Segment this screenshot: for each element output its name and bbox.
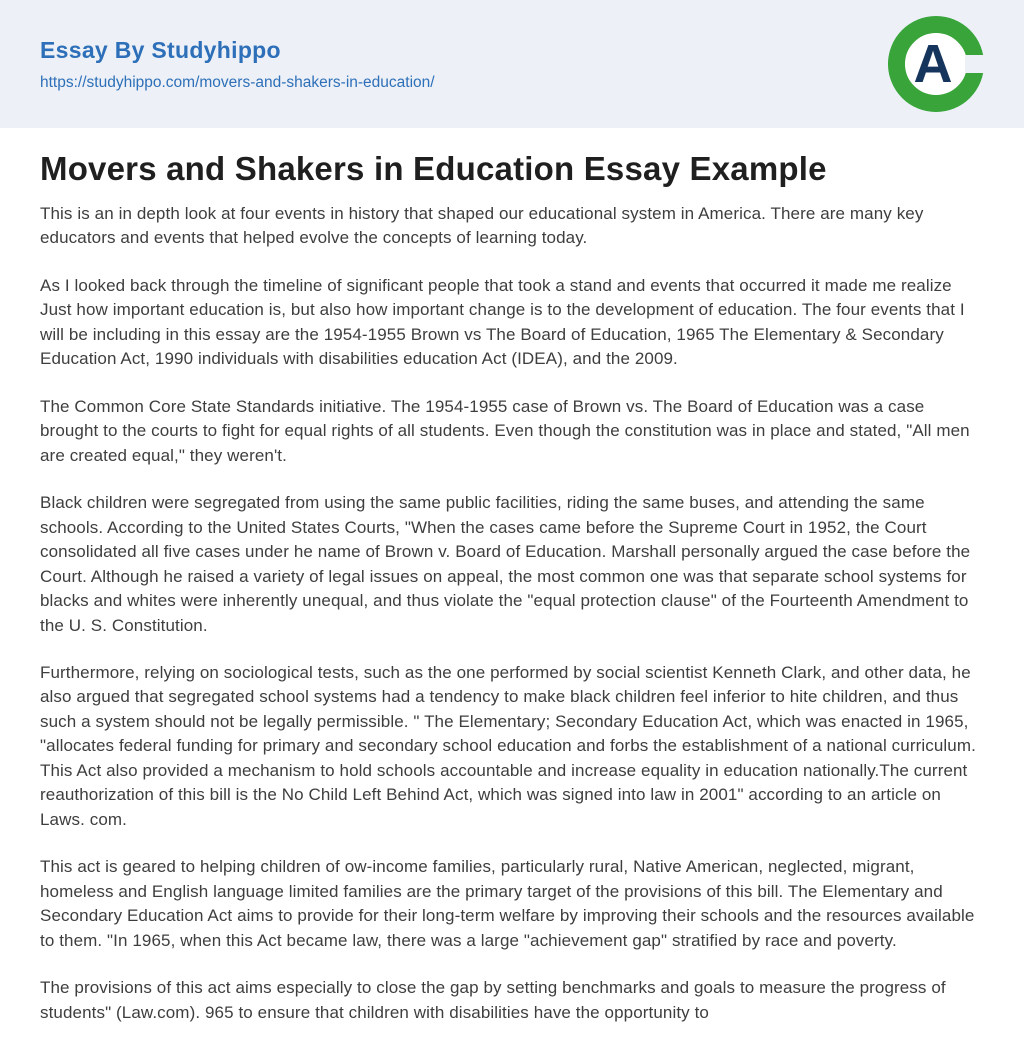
studyhippo-logo-icon[interactable] [888, 16, 984, 112]
essay-content [0, 128, 1024, 1055]
essay-title: Movers and Shakers in Education Essay Example [40, 150, 827, 187]
essay-paragraph: Furthermore, relying on sociological tests, such as the one performed by social scientist Kenneth Clark, and other data, he also argued that segregated school systems had a tendency to make black children feel inferior to hite children, and thus such a system should not be legally permissible. " The Elementary; Secondary Education Act, which was enacted in 1965, "allocates federal funding for primary and secondary school education and forbs the establishment of a national curriculum. This Act also provided a mechanism to hold schools accountable and increase equality in education nationally.The current reauthorization of this bill is the No Child Left Behind Act, which was signed into law in 2001" according to an article on Laws. com. [40, 662, 976, 829]
byline: Essay By Studyhippo [40, 36, 281, 63]
essay-paragraph: The provisions of this act aims especially to close the gap by setting benchmarks and goals to measure the progress of students" (Law.com). 965 to ensure that children with disabilities have the opportunity to [40, 978, 946, 1022]
essay-paragraph: The Common Core State Standards initiative. The 1954-1955 case of Brown vs. The Board of Education was a case brought to the courts to fight for equal rights of all students. Even though the constitution was in place and stated, "All men are created equal," they weren't. [40, 396, 970, 465]
essay-paragraph: As I looked back through the timeline of significant people that took a stand and events that occurred it made me realize Just how important education is, but also how important change is to the development of education. The four events that I will be including in this essay are the 1954-1955 Brown vs The Board of Education, 1965 The Elementary & Secondary Education Act, 1990 individuals with disabilities education Act (IDEA), and the 2009. [40, 275, 965, 369]
essay-body [40, 202, 984, 1025]
essay-paragraph: This act is geared to helping children of ow-income families, particularly rural, Native American, neglected, migrant, homeless and English language limited families are the primary target of the provisions of this bill. The Elementary and Secondary Education Act aims to provide for their long-term welfare by improving their schools and the resources available to them. "In 1965, when this Act became law, there was a large "achievement gap" stratified by race and poverty. [40, 857, 975, 950]
essay-paragraph: Black children were segregated from using the same public facilities, riding the same buses, and attending the same schools. According to the United States Courts, "When the cases came before the Supreme Court in 1952, the Court consolidated all five cases under he name of Brown v. Board of Education. Marshall personally argued the case before the Court. Although he raised a variety of legal issues on appeal, the most common one was that separate school systems for blacks and whites were inherently unequal, and thus violate the "equal protection clause" of the Fourteenth Amendment to the U. S. Constitution. [40, 493, 971, 635]
header-text [40, 37, 435, 92]
essay-paragraph: This is an in depth look at four events in history that shaped our educational system in America. There are many key educators and events that helped evolve the concepts of learning today. [40, 203, 924, 248]
logo-letter: A [913, 34, 953, 94]
source-url-link[interactable]: https://studyhippo.com/movers-and-shakers-in-education/ [40, 73, 435, 91]
header [0, 0, 1024, 128]
